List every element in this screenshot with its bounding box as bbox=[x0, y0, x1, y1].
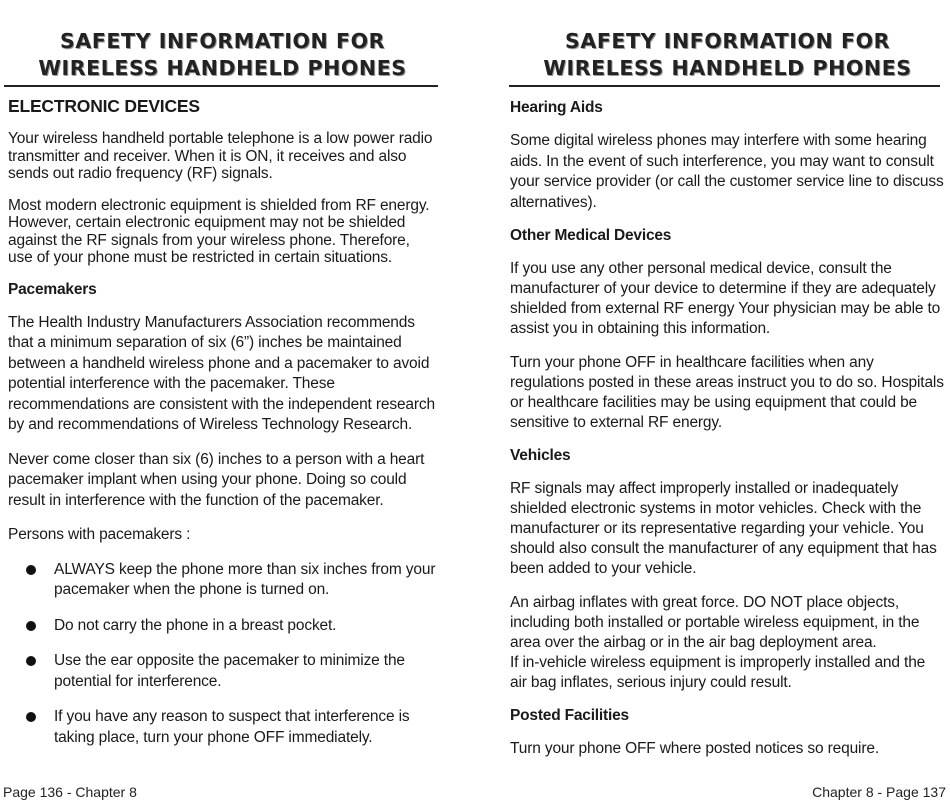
vehicles-paragraph-2b: If in-vehicle wireless equipment is improperly installed and the air bag inflates, serious injury could result. bbox=[510, 654, 926, 691]
page-body bbox=[0, 96, 445, 748]
vehicles-paragraph-2a: An airbag inflates with great force. DO NOT place objects, including both installed or portable wireless equipment, in the area over the airbag or in the air bag deployment area. bbox=[510, 594, 920, 651]
bullet-icon bbox=[26, 565, 36, 575]
list-item-text: If you have any reason to suspect that interference is taking place, turn your phone OFF immediately. bbox=[54, 708, 410, 746]
list-item-text: Do not carry the phone in a breast pocket. bbox=[54, 616, 337, 634]
header-rule bbox=[4, 85, 438, 87]
vehicles-paragraph-1: RF signals may affect improperly installed or inadequately shielded electronic systems in motor vehicles. Check with the manufacturer or its representative regarding your vehicle. You should also consult the manufacturer of any equipment that has been added to your vehicle. bbox=[510, 480, 937, 577]
header-rule bbox=[509, 85, 940, 87]
list-item-text: Use the ear opposite the pacemaker to minimize the potential for interference. bbox=[54, 652, 405, 690]
page-header bbox=[505, 28, 950, 82]
hearing-aids-paragraph: Some digital wireless phones may interfere with some hearing aids. In the event of such interference, you may want to consult your service provider (or call the customer service line to discuss alternatives). bbox=[510, 132, 944, 211]
header-line-1: SAFETY INFORMATION FOR bbox=[564, 29, 891, 53]
bullet-icon bbox=[26, 656, 36, 666]
list-item bbox=[8, 616, 437, 637]
intro-paragraph-2: Most modern electronic equipment is shielded from RF energy. However, certain electronic equipment may not be shielded against the RF signals from your wireless phone. Therefore, use of your phone must be restricted in certain situations. bbox=[8, 196, 430, 266]
vehicles-heading: Vehicles bbox=[510, 447, 571, 464]
medical-paragraph-1: If you use any other personal medical device, consult the manufacturer of your device to determine if they are adequately shielded from external RF energy Your physician may be able to assist you in obtaining this information. bbox=[510, 260, 941, 337]
page-body bbox=[505, 99, 950, 760]
pacemakers-paragraph-2: Never come closer than six (6) inches to a person with a heart pacemaker implant when using your phone. Doing so could result in interference with the function of the pacemaker. bbox=[8, 450, 425, 509]
posted-facilities-heading: Posted Facilities bbox=[510, 707, 629, 724]
pacemakers-heading: Pacemakers bbox=[8, 280, 97, 298]
intro-paragraph-1: Your wireless handheld portable telephone is a low power radio transmitter and receiver. When it is ON, it receives and also sends out radio frequency (RF) signals. bbox=[8, 130, 433, 182]
page-footer: Page 136 - Chapter 8 bbox=[3, 784, 137, 800]
pacemakers-paragraph-1: The Health Industry Manufacturers Association recommends that a minimum separation of six (6”) inches be maintained between a handheld wireless phone and a pacemaker to avoid potential interference with the pacemaker. These recommendations are consistent with the independent research by and recommendations of Wireless Technology Research. bbox=[8, 313, 435, 433]
hearing-aids-heading: Hearing Aids bbox=[510, 99, 603, 116]
medical-paragraph-2: Turn your phone OFF in healthcare facilities when any regulations posted in these areas instruct you to do so. Hospitals or healthcare facilities may be using equipment that could be sensitive to external RF energy. bbox=[510, 354, 944, 431]
bullet-icon bbox=[26, 621, 36, 631]
list-item bbox=[8, 651, 437, 692]
left-page bbox=[0, 0, 445, 802]
page-footer: Chapter 8 - Page 137 bbox=[812, 784, 946, 800]
bullet-icon bbox=[26, 712, 36, 722]
right-page bbox=[505, 0, 950, 802]
header-line-2: WIRELESS HANDHELD PHONES bbox=[38, 56, 407, 80]
list-item-text: ALWAYS keep the phone more than six inches from your pacemaker when the phone is turned on. bbox=[54, 560, 436, 598]
persons-label: Persons with pacemakers : bbox=[8, 526, 191, 543]
section-title: ELECTRONIC DEVICES bbox=[8, 96, 200, 116]
list-item bbox=[8, 560, 437, 601]
other-medical-devices-heading: Other Medical Devices bbox=[510, 227, 672, 244]
posted-facilities-paragraph: Turn your phone OFF where posted notices so require. bbox=[510, 740, 879, 757]
header-line-1: SAFETY INFORMATION FOR bbox=[59, 29, 386, 53]
pacemaker-bullet-list bbox=[8, 560, 437, 749]
list-item bbox=[8, 707, 437, 748]
page-header bbox=[0, 28, 445, 82]
header-line-2: WIRELESS HANDHELD PHONES bbox=[543, 56, 912, 80]
